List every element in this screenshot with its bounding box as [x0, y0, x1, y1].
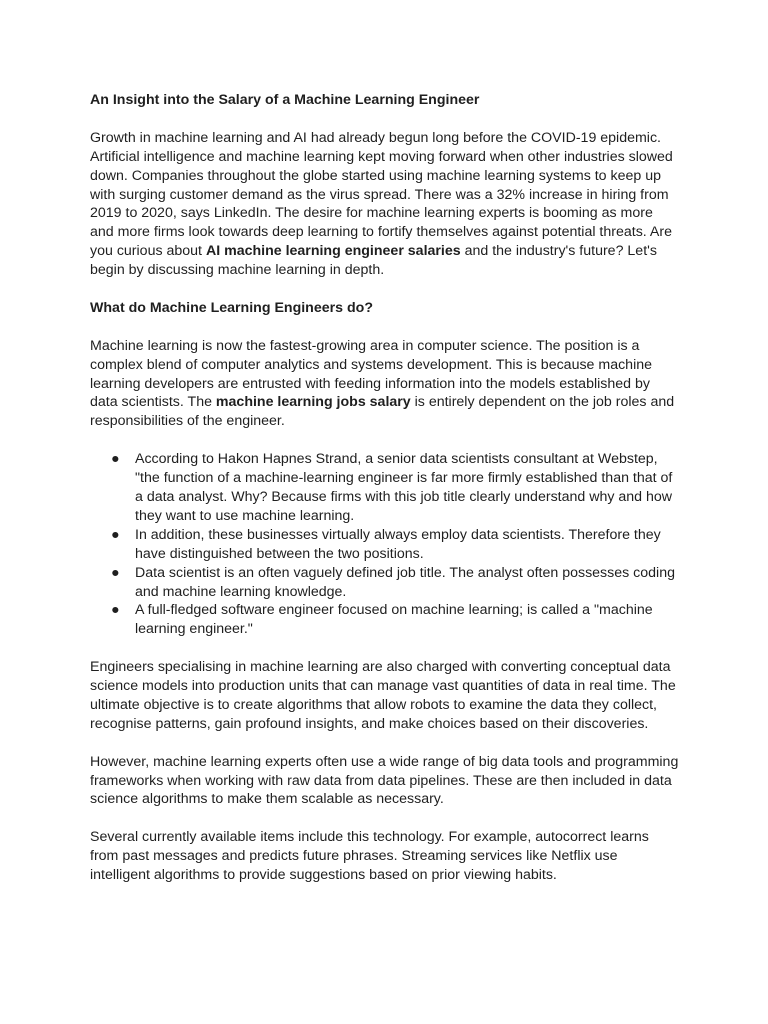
intro-text-end: and the industry's future? Let's begin by discussing machine learning in depth.	[90, 243, 657, 279]
bullet-icon: ●	[111, 451, 120, 468]
tools-paragraph: However, machine learning experts often use a wide range of big data tools and programming frameworks when working with raw data from data pipelines. These are then included in data science algorithms to make them scalable as necessary.	[90, 753, 679, 808]
document-title: An Insight into the Salary of a Machine Learning Engineer	[90, 92, 480, 108]
list-item-text: According to Hakon Hapnes Strand, a senior data scientists consultant at Webstep, "the function of a machine-learning engineer is far more firmly established than that of a data analyst. Why? Because firms with this job title clearly understand why and how they want to use machine learning.	[135, 451, 673, 524]
list-item	[111, 526, 680, 564]
list-item-text: A full-fledged software engineer focused on machine learning; is called a "machine learning engineer."	[135, 602, 653, 638]
bullet-icon: ●	[111, 526, 120, 543]
examples-paragraph: Several currently available items include this technology. For example, autocorrect learns from past messages and predicts future phrases. Streaming services like Netflix use intelligent algorithms to provide suggestions based on prior viewing habits.	[90, 829, 649, 884]
spacer	[90, 639, 680, 658]
list-item-text: In addition, these businesses virtually always employ data scientists. Therefore they have distinguished between the two positions.	[135, 526, 661, 562]
list-item	[111, 450, 680, 526]
spacer	[90, 280, 680, 299]
role-paragraph	[90, 337, 680, 432]
bullet-list	[90, 450, 680, 639]
role-bold-phrase: machine learning jobs salary	[215, 394, 411, 411]
role-text-end: is entirely dependent on the job roles and responsibilities of the engineer.	[90, 394, 675, 430]
intro-bold-phrase: AI machine learning engineer salaries	[205, 243, 461, 260]
intro-text-start: Growth in machine learning and AI had already begun long before the COVID-19 epidemic. Artificial intelligence and machine learning kept moving forward when other industries slowed down. Companies throughout the globe started using machine learning systems to keep up with surging customer demand as the virus spread. There was a 32% increase in hiring from 2019 to 2020, says LinkedIn. The desire for machine learning experts is booming as more and more firms look towards deep learning to fortify themselves against potential threats. Are you curious about	[90, 129, 673, 260]
spacer	[90, 431, 680, 450]
spacer	[90, 110, 680, 129]
bullet-icon: ●	[111, 564, 120, 581]
spacer	[90, 734, 680, 753]
list-item	[111, 564, 680, 602]
section-heading: What do Machine Learning Engineers do?	[90, 299, 373, 316]
bullet-icon: ●	[111, 602, 120, 619]
intro-paragraph	[90, 129, 680, 280]
role-text-start: Machine learning is now the fastest-growing area in computer science. The position is a complex blend of computer analytics and systems development. This is because machine learning developers are entrusted with feeding information into the models established by data scientists. The	[90, 337, 653, 411]
spacer	[90, 318, 680, 337]
engineers-paragraph: Engineers specialising in machine learning are also charged with converting conceptual data science models into production units that can manage vast quantities of data in real time. The ultimate objective is to create algorithms that allow robots to examine the data they collect, recognise patterns, gain profound insights, and make choices based on their discoveries.	[90, 659, 676, 732]
list-item-text: Data scientist is an often vaguely defined job title. The analyst often possesses coding and machine learning knowledge.	[135, 564, 675, 600]
spacer	[90, 809, 680, 828]
list-item	[111, 601, 680, 639]
document-page	[90, 91, 680, 885]
